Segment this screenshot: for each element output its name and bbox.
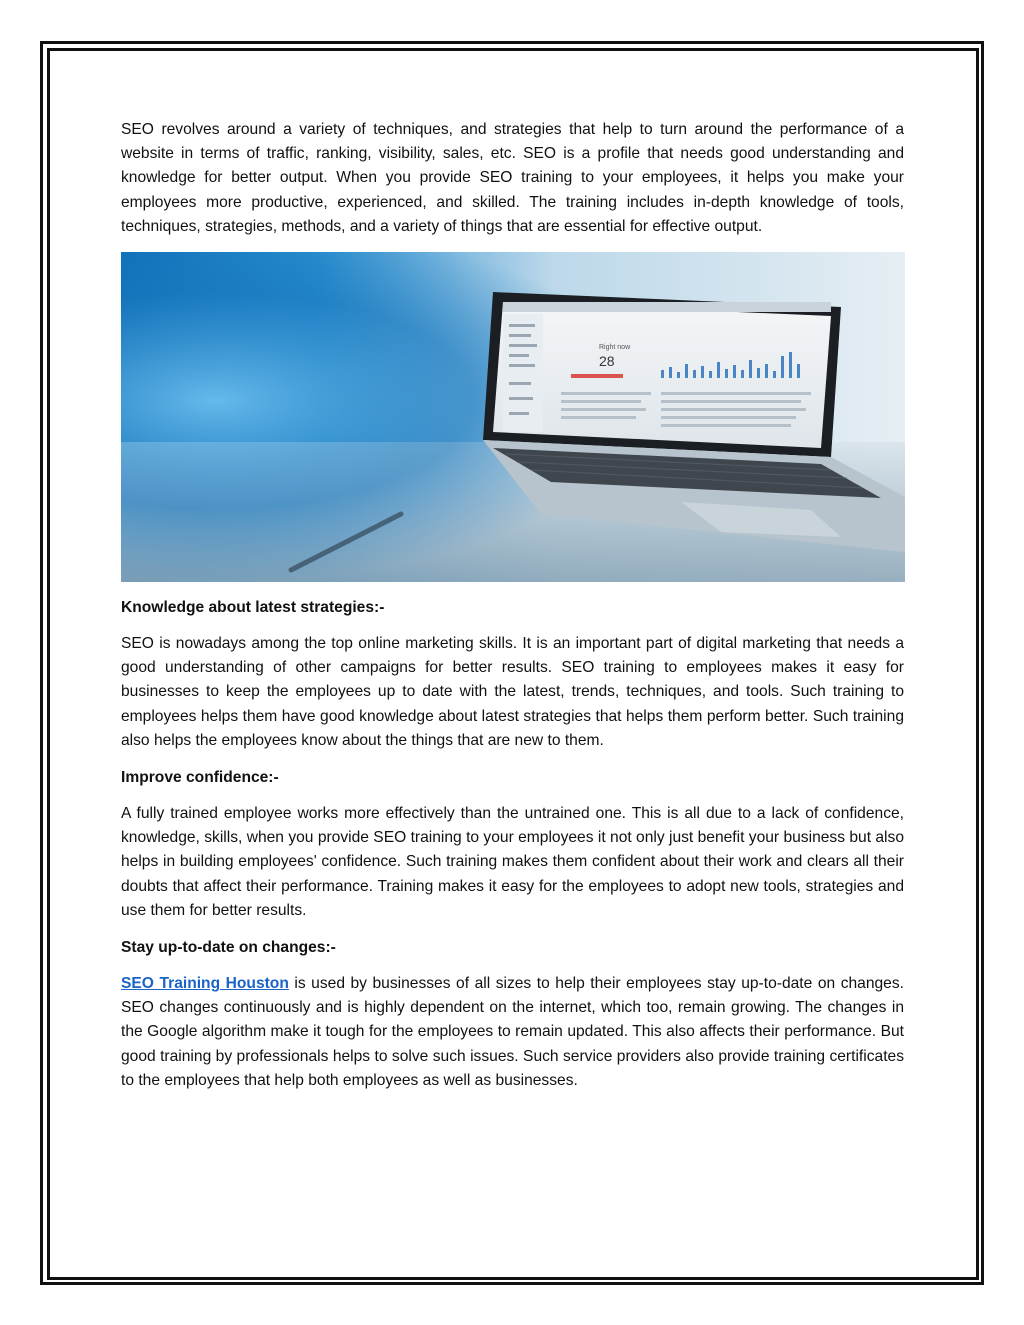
section-heading-strategies: Knowledge about latest strategies:- (121, 599, 385, 617)
laptop-analytics-photo (121, 252, 905, 582)
section-heading-confidence: Improve confidence:- (121, 769, 279, 787)
article (121, 118, 904, 1093)
section-body-confidence: A fully trained employee works more effectively than the untrained one. This is all due to a lack of confidence, knowledge, skills, when you provide SEO training to your employees it not only just benefit your business but also helps in building employees' confidence. Such training makes them confident about their work and clears all their doubts that affect their performance. Training makes it easy for the employees to adopt new tools, strategies and use them for better results. (121, 805, 904, 919)
screen-label: Right now (599, 344, 631, 352)
intro-paragraph: SEO revolves around a variety of techniques, and strategies that help to turn around the performance of a website in terms of traffic, ranking, visibility, sales, etc. SEO is a profile that needs good understanding and knowledge for better output. When you provide SEO training to your employees, it helps you make your employees more productive, experienced, and skilled. The training includes in-depth knowledge of tools, techniques, strategies, methods, and a variety of things that are essential for effective output. (121, 121, 904, 235)
section-heading-changes: Stay up-to-date on changes:- (121, 939, 336, 957)
section-body-strategies: SEO is nowadays among the top online marketing skills. It is an important part of digital marketing that needs a good understanding of other campaigns for better results. SEO training to employees makes it easy for businesses to keep the employees up to date with the latest, trends, techniques, and tools. Such training to employees helps them have good knowledge about latest strategies that helps them perform better. Such training also helps the employees know about the things that are new to them. (121, 635, 904, 749)
seo-training-houston-link[interactable]: SEO Training Houston (121, 975, 289, 993)
screen-value: 28 (599, 353, 615, 370)
section-body-changes (121, 972, 904, 1093)
section-body-changes-text: is used by businesses of all sizes to help their employees stay up-to-date on changes. SEO changes continuously and is highly dependent on the internet, which too, remain growing. The changes in the Google algorithm make it tough for the employees to remain updated. This also affects their performance. But good training by professionals helps to solve such issues. Such service providers also provide training certificates to the employees that help both employees as well as businesses. (121, 975, 904, 1089)
